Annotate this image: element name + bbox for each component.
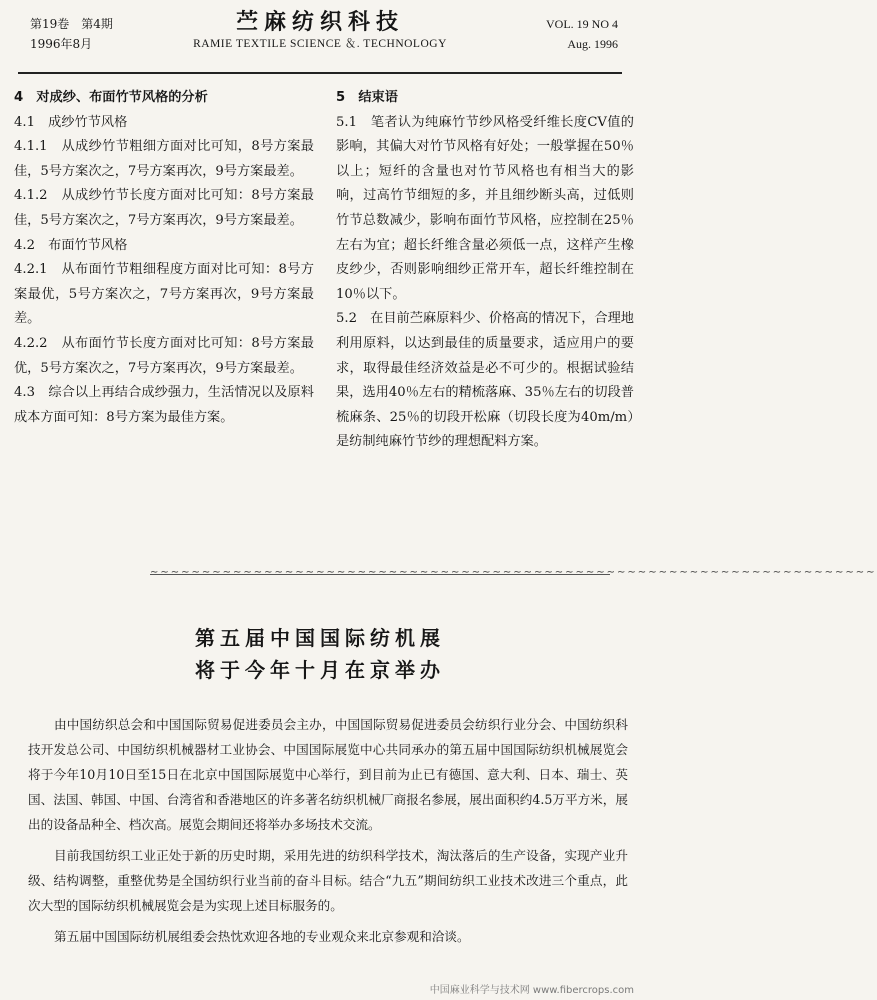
journal-title-cn: 苎麻纺织科技 [235,9,404,35]
left-column [14,86,314,430]
issue-info-en [546,14,618,54]
paragraph-5-2: 5.2 在目前苎麻原料少、价格高的情况下，合理地利用原料，以达到最佳的质量要求，适应用户的要求，取得最佳经济效益是必不可少的。根据试验结果，选用40％左右的精梳落麻、35％左右的切段普梳麻条、25％的切段开松麻（切段长度为40m/m）是纺制纯麻竹节纱的理想配料方案。 [336,311,634,450]
paragraph-4-3: 4.3 综合以上再结合成纱强力，生活情况以及原料成本方面可知：8号方案为最佳方案。 [14,385,314,425]
paragraph-4-1-1: 4.1.1 从成纱竹节粗细方面对比可知，8号方案最佳，5号方案次之，7号方案再次，9号方案最差。 [14,139,314,179]
section-5-heading: 5 结束语 [336,90,398,105]
issue-date: 1996年8月 [30,37,93,51]
paragraph-4-2-2: 4.2.2 从布面竹节长度方面对比可知：8号方案最优，5号方案次之，7号方案再次，9号方案最差。 [14,335,314,376]
news-paragraph-3: 第五届中国国际纺机展组委会热忱欢迎各地的专业观众来北京参观和洽谈。 [54,929,470,944]
page-header [0,0,640,84]
header-rule [18,72,622,74]
article-divider [150,567,877,583]
paragraph-5-1: 5.1 笔者认为纯麻竹节纱风格受纤维长度CV值的影响，其偏大对竹节风格有好处；一般掌握在50％以上；短纤的含量也对竹节风格也有相当大的影响，过高竹节细短的多，并且细纱断头高，过低则竹节总数减少，影响布面竹节风格，应控制在25％左右为宜；超长纤维含量必须低一点，这样产生橡皮纱少，否则影响细纱正常开车，超长纤维控制在10％以下。 [336,114,634,302]
paragraph-4-1: 4.1 成纱竹节风格 [14,114,128,130]
section-4-heading: 4 对成纱、布面竹节风格的分析 [14,90,208,105]
volume-issue-en: VOL. 19 NO 4 [546,17,618,31]
right-column [336,86,634,455]
paragraph-4-2: 4.2 布面竹节风格 [14,237,128,253]
volume-issue: 第19卷 第4期 [30,17,113,31]
news-paragraph-1: 由中国纺织总会和中国国际贸易促进委员会主办，中国国际贸易促进委员会纺织行业分会、中国纺织科技开发总公司、中国纺织机械器材工业协会、中国国际展览中心共同承办的第五届中国国际纺织机械展览会将于今年10月10日至15日在北京中国国际展览中心举行，到目前为止已有德国、意大利、日本、瑞士、英国、法国、韩国、中国、台湾省和香港地区的许多著名纺织机械厂商报名参展，展出面积约4.5万平方米，展出的设备品种全、档次高。展览会期间还将举办多场技术交流。 [28,717,628,832]
divider-ornament: ∼∼∼∼∼∼∼∼∼∼∼∼∼∼∼∼∼∼∼∼∼∼∼∼∼∼∼∼∼∼∼∼∼∼∼∼∼∼∼∼∼∼∼∼∼∼∼∼∼∼∼∼∼∼∼∼∼∼∼∼∼∼∼∼∼∼∼∼∼∼ [150,567,877,578]
news-body [28,712,628,955]
news-title-line2: 将于今年十月在京举办 [195,658,445,682]
journal-title [170,8,470,52]
issue-info [30,14,113,54]
site-watermark: 中国麻业科学与技术网 www.fibercrops.com [429,985,634,996]
journal-title-en: RAMIE TEXTILE SCIENCE ＆. TECHNOLOGY [193,38,447,50]
issue-date-en: Aug. 1996 [567,37,618,51]
news-paragraph-2: 目前我国纺织工业正处于新的历史时期，采用先进的纺织科学技术，淘汰落后的生产设备，实现产业升级、结构调整，重整优势是全国纺织行业当前的奋斗目标。结合“九五”期间纺织工业技术改进三个重点，此次大型的国际纺织机械展览会是为实现上述目标服务的。 [28,848,628,913]
news-title-line1: 第五届中国国际纺机展 [195,626,445,650]
paragraph-4-2-1: 4.2.1 从布面竹节粗细程度方面对比可知：8号方案最优，5号方案次之，7号方案再次，9号方案最差。 [14,262,314,327]
paragraph-4-1-2: 4.1.2 从成纱竹节长度方面对比可知：8号方案最佳，5号方案次之，7号方案再次，9号方案最差。 [14,188,314,228]
